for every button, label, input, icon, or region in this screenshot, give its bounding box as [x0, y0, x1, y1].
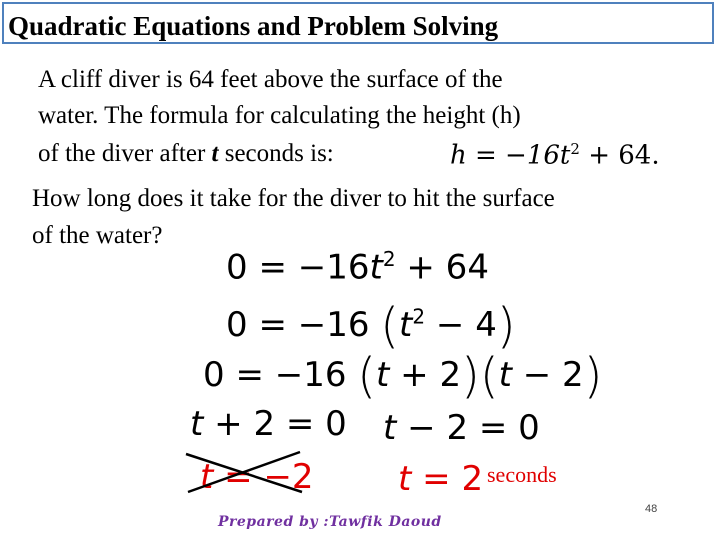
height-formula	[450, 140, 660, 171]
formula-rhs: + 64.	[579, 140, 660, 171]
step-3-var-2: t	[498, 355, 512, 395]
problem-line-3-text: of the diver after	[38, 140, 212, 167]
step-2-equation	[226, 298, 516, 354]
accepted-rest: = 2	[411, 459, 484, 499]
strike-through-mark	[180, 446, 310, 496]
question-line-2: of the water?	[32, 222, 163, 249]
step-1-lhs: 0 = −16	[226, 247, 370, 288]
rejected-rest: = −2	[213, 457, 314, 497]
slide-title: Quadratic Equations and Problem Solving	[8, 11, 499, 41]
step-2-open-paren: (	[380, 298, 400, 354]
problem-line-3-end: seconds is:	[218, 140, 334, 167]
formula-lhs: h = −16t	[450, 140, 571, 171]
step-3-equation	[203, 348, 602, 404]
step-1-rhs: + 64	[395, 247, 489, 288]
step-4-right-var: t	[383, 408, 397, 448]
problem-line-2: water. The formula for calculating the height (h)	[38, 102, 521, 129]
step-2-rest: − 4	[425, 305, 497, 345]
step-1-exp: 2	[382, 247, 396, 271]
step-3-close-paren-2: )	[583, 348, 603, 404]
problem-line-1: A cliff diver is 64 feet above the surface of the	[38, 66, 503, 93]
step-2-exp: 2	[412, 304, 426, 329]
question-line-1: How long does it take for the diver to hit the surface	[32, 185, 555, 212]
step-4-left-equation	[190, 404, 347, 444]
time-variable: t	[211, 140, 219, 167]
step-4-right-equation	[383, 408, 540, 448]
step-3-lhs: 0 = −16	[203, 355, 358, 395]
answer-unit: seconds	[487, 462, 557, 487]
step-2-var: t	[399, 305, 413, 345]
step-1-var: t	[369, 247, 383, 288]
step-3-factor-2: − 2	[511, 355, 584, 395]
step-2-close-paren: )	[496, 298, 516, 354]
step-4-left-rest: + 2 = 0	[203, 404, 347, 444]
problem-line-3	[38, 136, 334, 172]
step-3-var-1: t	[376, 355, 390, 395]
step-4-right-rest: − 2 = 0	[396, 408, 540, 448]
accepted-var: t	[398, 459, 412, 499]
slide-number: 48	[645, 503, 658, 515]
accepted-solution	[398, 459, 483, 499]
step-4-left-var: t	[190, 404, 204, 444]
step-3-open-paren-2: (	[479, 348, 499, 404]
formula-exponent: 2	[570, 140, 580, 158]
step-3-close-paren-1: )	[461, 348, 480, 404]
step-2-lhs: 0 = −16	[226, 305, 381, 345]
title-box	[2, 2, 714, 44]
rejected-var: t	[200, 457, 214, 497]
step-1-equation	[226, 247, 489, 287]
step-3-open-paren-1: (	[357, 348, 377, 404]
footer-credit: Prepared by :Tawfik Daoud	[218, 514, 442, 530]
step-3-factor-1: + 2	[389, 355, 462, 395]
